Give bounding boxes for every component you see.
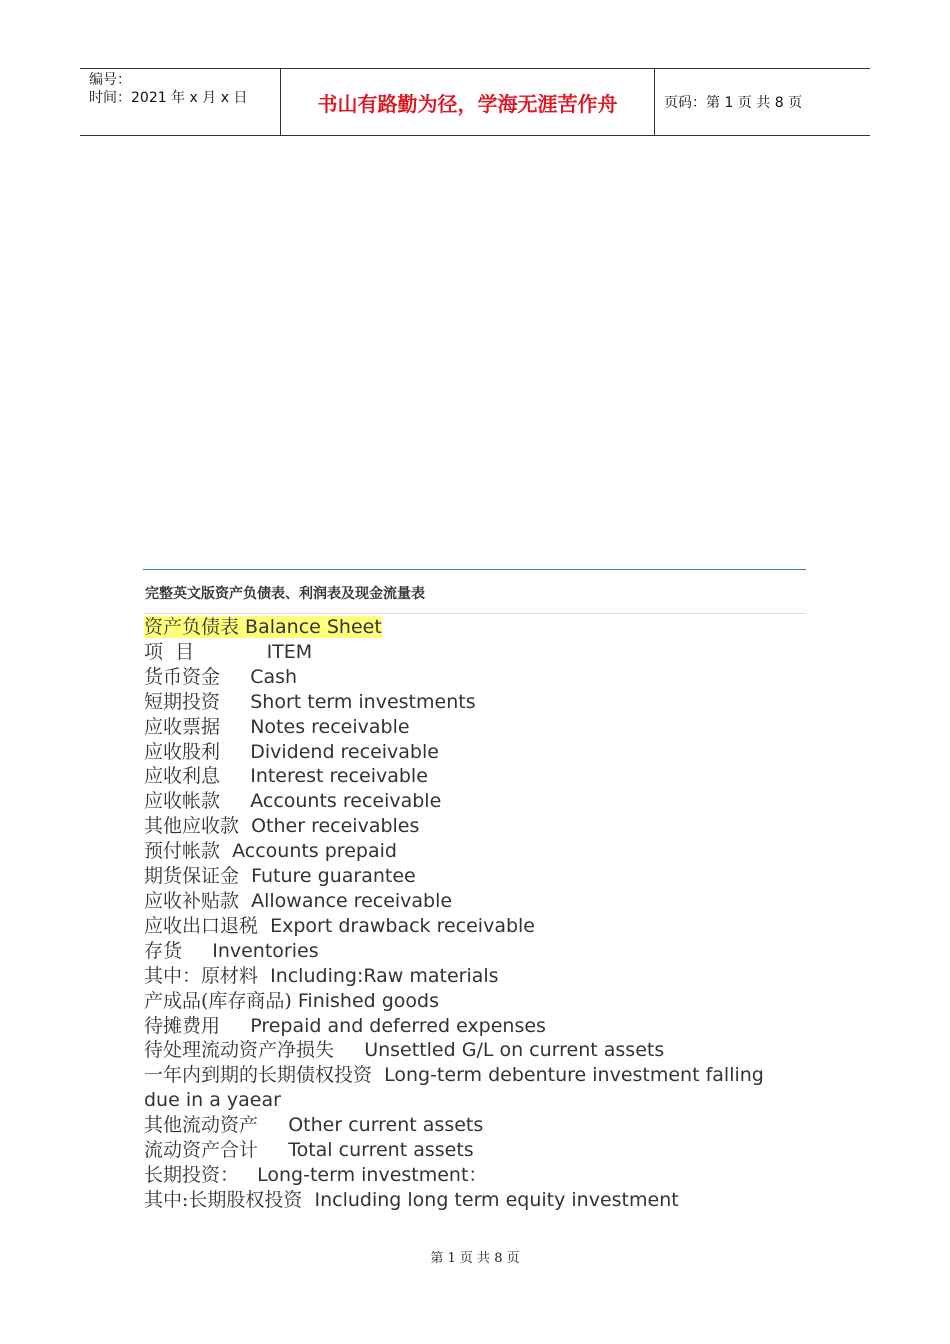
heading-highlight [144,616,382,638]
item-zh-label: 其他应收款 [144,815,240,838]
item-list [144,640,784,1213]
page-info: 页码：第 1 页 共 8 页 [664,95,803,111]
item-en-label: Unsettled G/L on current assets [334,1039,665,1062]
item-zh-label: 应收利息 [144,765,221,788]
list-item [144,839,784,864]
time-label: 时间：2021 年 x 月 x 日 [89,90,248,106]
document-title: 完整英文版资产负债表、利润表及现金流量表 [145,586,425,602]
item-zh-label: 期货保证金 [144,865,240,888]
item-zh-label: 应收票据 [144,715,221,738]
header-meta-cell [80,69,281,135]
list-item [144,715,784,740]
list-item [144,665,784,690]
motto-cell [281,69,655,135]
item-en-label: Interest receivable [220,765,428,788]
item-zh-label: 短期投资 [144,690,221,713]
list-item [144,939,784,964]
heading-en: Balance Sheet [239,616,382,638]
item-en-label: Prepaid and deferred expenses [220,1014,546,1037]
item-zh-label: 存货 [144,939,183,962]
page-info-cell [655,69,870,135]
item-en-label: Short term investments [220,690,476,713]
list-item [144,789,784,814]
section-heading [144,615,784,640]
item-zh-label: 应收补贴款 [144,889,240,912]
balance-sheet-items [144,615,784,1213]
item-zh-label: 产成品(库存商品) [144,989,292,1012]
title-bottom-rule [143,613,806,614]
item-en-label: Long-term investment： [239,1163,488,1186]
item-zh-label: 长期投资： [144,1163,240,1186]
list-item [144,1113,784,1138]
list-item [144,1063,784,1113]
item-zh-label: 流动资产合计 [144,1139,259,1162]
item-zh-label: 其中:长期股权投资 [144,1188,303,1211]
item-zh-label: 应收股利 [144,740,221,763]
list-item [144,740,784,765]
list-item [144,889,784,914]
number-label: 编号： [89,72,131,88]
item-en-label: Cash [220,665,298,688]
list-item [144,989,784,1014]
item-zh-label: 应收出口退税 [144,914,259,937]
list-item [144,964,784,989]
list-item [144,640,784,665]
item-en-label: Other current assets [258,1114,484,1137]
item-zh-label: 待摊费用 [144,1014,221,1037]
item-en-label: Allowance receivable [239,889,453,912]
item-zh-label: 项 目 [144,640,195,663]
item-en-label: Inventories [182,939,319,962]
title-top-rule [143,569,806,570]
list-item [144,1014,784,1039]
item-zh-label: 其中：原材料 [144,964,259,987]
list-item [144,1038,784,1063]
item-zh-label: 预付帐款 [144,840,221,863]
item-en-label: Including long term equity investment [302,1188,679,1211]
list-item [144,1138,784,1163]
list-item [144,690,784,715]
item-en-label: Future guarantee [239,865,416,888]
list-item [144,914,784,939]
item-zh-label: 待处理流动资产净损失 [144,1039,335,1062]
item-en-label: Long-term debenture investment falling due in a yaear [144,1064,770,1112]
list-item [144,764,784,789]
item-zh-label: 货币资金 [144,665,221,688]
item-en-label: Dividend receivable [220,740,439,763]
list-item [144,814,784,839]
item-zh-label: 应收帐款 [144,790,221,813]
item-en-label: Accounts prepaid [220,840,397,863]
list-item [144,864,784,889]
motto-text: 书山有路勤为径，学海无涯苦作舟 [317,91,618,116]
list-item [144,1188,784,1213]
item-en-label: Other receivables [239,815,420,838]
item-en-label: Notes receivable [220,715,410,738]
heading-zh: 资产负债表 [144,616,240,638]
item-en-label: Export drawback receivable [258,914,535,937]
page-footer: 第 1 页 共 8 页 [430,1251,520,1266]
item-en-label: ITEM [194,640,313,663]
item-en-label: Total current assets [258,1139,474,1162]
item-en-label: Including:Raw materials [258,964,499,987]
list-item [144,1163,784,1188]
item-zh-label: 一年内到期的长期债权投资 [144,1064,373,1087]
item-zh-label: 其他流动资产 [144,1114,259,1137]
header-table [80,68,870,136]
item-en-label: Finished goods [291,989,440,1012]
item-en-label: Accounts receivable [220,790,442,813]
